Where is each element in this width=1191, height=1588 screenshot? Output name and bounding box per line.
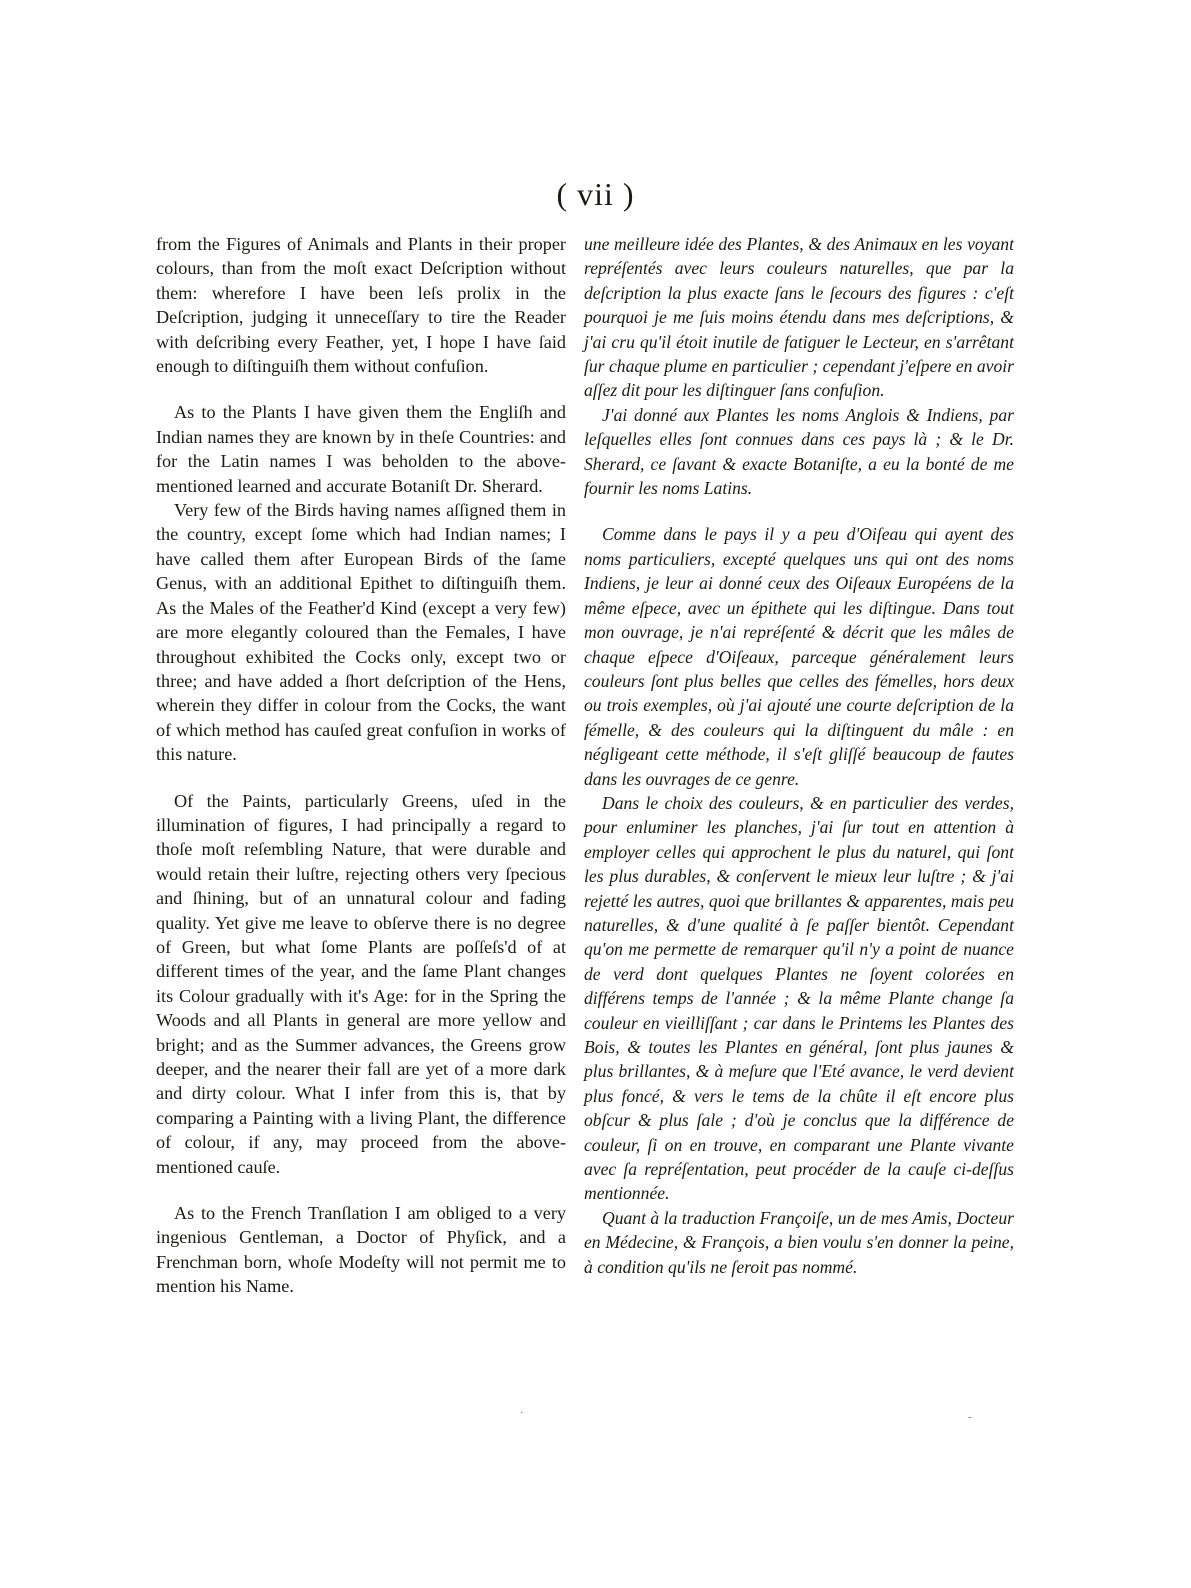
english-paragraph-2: As to the Plants I have given them the Engliſh and Indian names they are known by in theſe Countries: and for the Latin names I was beholden to the above-mentioned learned and accurate Botaniſt Dr. Sherard.	[156, 402, 566, 496]
french-paragraph-2: J'ai donné aux Plantes les noms Anglois & Indiens, par leſquelles elles ſont connues dans ces pays là ; & le Dr. Sherard, ce ſavant & exacte Botaniſte, a eu la bonté de me fournir les noms Latins.	[584, 404, 1014, 499]
french-paragraph-4: Dans le choix des couleurs, & en particulier des verdes, pour enluminer les planches, j'ai ſur tout en attention à employer celles qui approchent le plus du naturel, qui ſont les plus durables, & conſervent le mieux leur luſtre ; & j'ai rejetté les autres, quoi que brillantes & apparentes, mais peu naturelles, & d'une qualité à ſe paſſer bientôt. Cependant qu'on me permette de remarquer qu'il n'y a point de nuance de verd dont quelques Plantes ne ſoyent colorées en différens temps de l'année ; & la même Plante change ſa couleur en vieilliſſant ; car dans le Printems les Plantes des Bois, & toutes les Plantes en général, ſont plus jaunes & plus brillantes, & à meſure que l'Eté avance, le verd devient plus foncé, & vers le tems de la chûte il eſt encore plus obſcur & plus ſale ; d'où je conclus que la différence de couleur, ſi on en trouve, en comparant une Plante vivante avec ſa repréſentation, peut procéder de la cauſe ci-deſſus mentionnée.	[584, 792, 1014, 1204]
english-column	[156, 232, 566, 1299]
english-paragraph-4: Of the Paints, particularly Greens, uſed in the illumination of figures, I had principally a regard to thoſe moſt reſembling Nature, that were durable and would retain their luſtre, rejecting others very ſpecious and ſhining, but of an unnatural colour and fading quality. Yet give me leave to obſerve there is no degree of Green, but what ſome Plants are poſſeſs'd of at different times of the year, and the ſame Plant changes its Colour gradually with it's Age: for in the Spring the Woods and all Plants in general are more yellow and bright; and as the Summer advances, the Greens grow deeper, and the nearer their fall are yet of a more dark and dirty colour. What I infer from this is, that by comparing a Painting with a living Plant, the difference of colour, if any, may proceed from the above-mentioned cauſe.	[156, 790, 566, 1177]
print-speck: -	[968, 1412, 972, 1423]
english-paragraph-3: Very few of the Birds having names aſſigned them in the country, except ſome which had Indian names; I have called them after European Birds of the ſame Genus, with an additional Epithet to diſtinguiſh them. As the Males of the Feather'd Kind (except a very few) are more elegantly coloured than the Females, I have throughout exhibited the Cocks only, except two or three; and have added a ſhort deſcription of the Hens, wherein they differ in colour from the Cocks, the want of which method has cauſed great confuſion in works of this nature.	[156, 500, 566, 765]
english-paragraph-1: from the Figures of Animals and Plants in their proper colours, than from the moſt exact Deſcription without them: wherefore I have been leſs prolix in the Deſcription, judging it unneceſſary to tire the Reader with deſcribing every Feather, yet, I hope I have ſaid enough to diſtinguiſh them without confuſion.	[156, 234, 566, 377]
french-paragraph-3: Comme dans le pays il y a peu d'Oiſeau qui ayent des noms particuliers, excepté quelques uns qui ont des noms Indiens, je leur ai donné ceux des Oiſeaux Européens de la même eſpece, avec un épithete qui les diſtingue. Dans tout mon ouvrage, je n'ai repréſenté & décrit que les mâles de chaque eſpece d'Oiſeaux, parceque généralement leurs couleurs ſont plus belles que celles des fémelles, hors deux ou trois exemples, où j'ai ajouté une courte deſcription de la fémelle, & des couleurs qui la diſtinguent du mâle : en négligeant cette méthode, il s'eſt gliſſé beaucoup de fautes dans les ouvrages de ce genre.	[584, 524, 1014, 789]
french-paragraph-5: Quant à la traduction Françoiſe, un de mes Amis, Docteur en Médecine, & François, a bien voulu s'en donner la peine, à condition qu'ils ne ſeroit pas nommé.	[584, 1207, 1014, 1277]
english-paragraph-5: As to the French Tranſlation I am obliged to a very ingenious Gentleman, a Doctor of Phyſick, and a Frenchman born, whoſe Modeſty will not permit me to mention his Name.	[156, 1203, 566, 1297]
french-paragraph-1: une meilleure idée des Plantes, & des Animaux en les voyant repréſentés avec leurs couleurs naturelles, que par la deſcription la plus exacte ſans le ſecours des figures : c'eſt pourquoi je me ſuis moins étendu dans mes deſcriptions, & j'ai cru qu'il étoit inutile de fatiguer le Lecteur, en s'arrêtant ſur chaque plume en particulier ; cependant j'eſpere en avoir aſſez dit pour les diſtinguer ſans confuſion.	[584, 234, 1014, 401]
page-number: ( vii )	[556, 176, 635, 212]
french-column	[584, 232, 1014, 1279]
print-speck: ·	[520, 1408, 524, 1419]
